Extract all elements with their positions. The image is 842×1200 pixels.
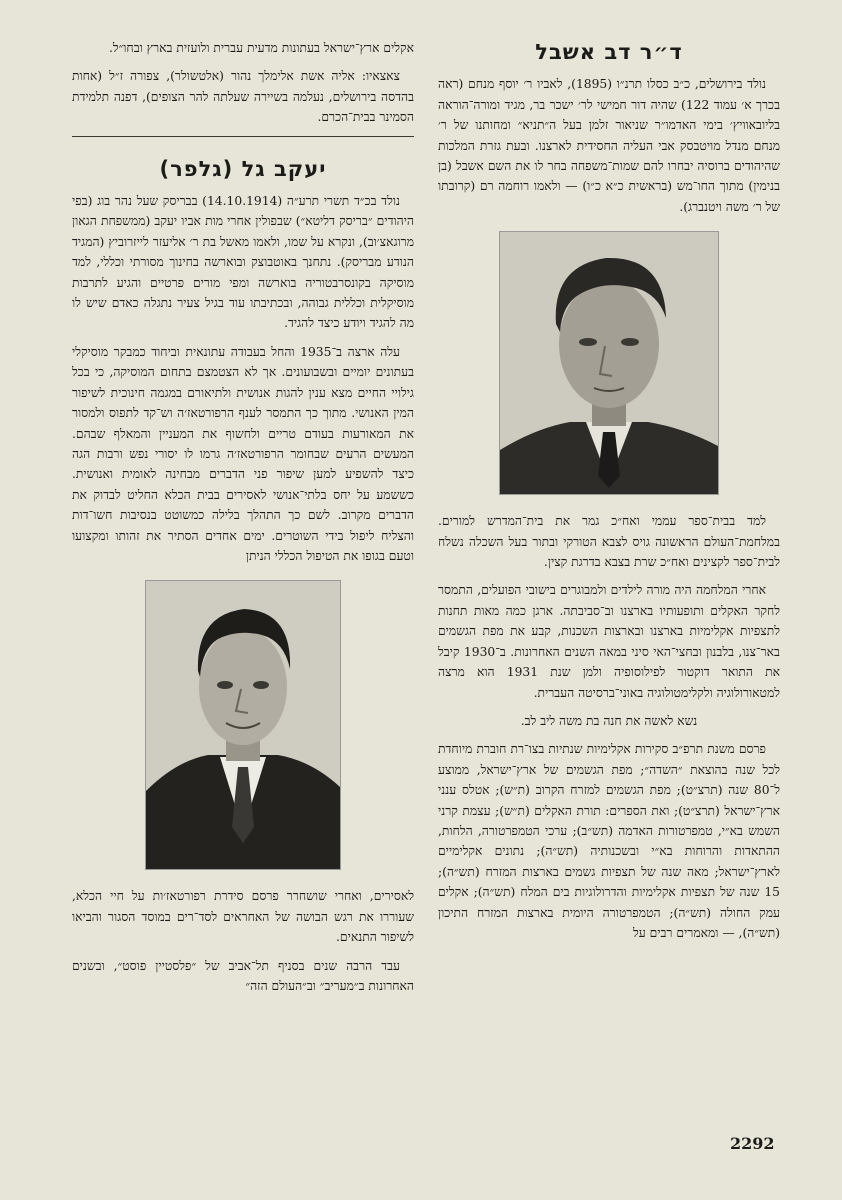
descendants-paragraph: צאצאיו: אליה אשת אלימלך נהור (אלטשולר), צפורה ז״ל (אחות בהדסה בירושלים, נעלמה בשיירה שעלתה להר הצופים), דפנה תלמידת הסמינר בבית־הכרם.	[72, 69, 414, 125]
right-column	[438, 38, 780, 951]
section-divider	[72, 136, 414, 137]
paragraph: עבד הרבה שנים בסניף תל־אביב של ״פלסטיין פוסט״, ובשנים האחרונות ב״מעריב״ וב״העולם הזה״	[72, 958, 414, 993]
entry-title-dov-ashbel: ד״ר דב אשבל	[535, 40, 683, 64]
paragraph: אקלים ארץ־ישראל בעתונות מדעית עברית ולועזית בארץ ובחו״ל.	[108, 41, 414, 55]
paragraph: לאסירים, ואחרי שושחרר פרסם סידרת רפורטאז׳ות על חיי הכלא, שעוררו את רגש הבושה של האחראים לסד־רים במוסד הסגור והביאו לשיפור התנאים.	[72, 889, 414, 945]
paragraph: נולד בכ״ד תשרי תרע״ה (14.10.1914) בבריסק שעל נהר בוג (בפי היהודים ״בריסק דליטא״) שבפולין אחרי מות אביו יעקב (ממשפחת הגאון מרוגאצ׳וב), ונקרא על שמו, ולאמו מאשל בת ר׳ אליעזר לייזרוביץ (המגיד הנודע מבריסק). נתחנך באוטבוצק ובוארשה בחינוך מסורתי וכללי, למד מוסיקה בקונסרבטוריה בוארשה ומפי מורים פרטיים והגיע לתרבות מוסיקלית וכללית גבוהה, ובכתיבתו עוד בגיל צעיר נתגלה כאדם שיש לו מה להגיד ויודע כיצד להגיד.	[72, 194, 414, 331]
entry-title-yaakov-gal: יעקב גל (גלפר)	[159, 156, 327, 181]
portrait-photo-yaakov-gal	[145, 580, 341, 870]
page-number: 2292	[730, 1134, 775, 1153]
paragraph: פרסם משנת תרפ״ב סקירות אקלימיות שנתיות בצו־רת חוברת מיוחדת לכל שנה בהוצאת ״השדה״; מפת הגשמים של ארץ־ישראל, ממוצע ל־80 שנה (תרצ״ט); מפת הגשמים למזרח הקרוב (ת״ש); אטלס ענני ארץ־ישראל (תרצ״ט); ואת הספרים: תורת האקלים (ת״ש); עצמת קרני השמש בא״י, טמפרטורות האדמה (תש״ב); ערכי הטמפרטורה, הלחות, ההתאדות והרוחות בא״י ובשכנותיה (תש״ה); נתונים אקלימיים לארץ־ישראל; מאה שנה של תצפיות גשמים בארצות המזרח (תש״ה); 15 שנה של תצפיות אקלימיות והדרולוגיות בים המלח (תש״ה); אקלים עמק החולה (תש״ה); הטמפרטורה היומית בארצות המזרח התיכון (תש״ה), — ומאמרים רבים על	[438, 742, 780, 940]
left-column	[72, 38, 414, 1004]
portrait-photo-dov-ashbel	[499, 231, 719, 495]
paragraph: נולד בירושלים, כ״ב כסלו תרנ״ו (1895), לאביו ר׳ יוסף מנחם (ראה בכרך א׳ עמוד 122) שהיה דור חמישי לר׳ ישכר בר, מגיד ומורה־הוראה בליובאוויץ׳ בימי האדמו״ר שניאור זלמן בעל ה״תניא״ ומחותנו של ר׳ מנחם מנדל מויטבסק אבי העליה החסידית לארצנו. ובעת גזרת המלכות שהיהודים ברוסיה יבחרו להם שמות־משפחה בחר לו את השם אשבל (בן בנימין) מתוך החו־מש (בראשית כ״א כ״ו) — ולאמו רוחמה רם (קרובתו של ר׳ משה ויטנברג).	[438, 77, 780, 214]
paragraph: נשא לאשה את חנה בת משה ליב לב.	[520, 713, 698, 728]
paragraph: למד בבית־ספר עממי ואח״כ גמר את בית־המדרש למורים. במלחמת־העולם הראשונה גויס לצבא הטורקי ובתור בעל השכלה נשלח לבית־ספר לקצינים ואח״כ שרת בצבא בדרגת קצין.	[438, 514, 780, 570]
paragraph: אחרי המלחמה היה מורה לילדים ולמבוגרים בישובי הפועלים, התמסר לחקר האקלים ותופעותיו בארצנו וב־סביבתה. ארגן כמה מאות תחנות לתצפיות אקלימיות בארצנו ובארצות השכנות, קבע את מפת הגשמים באר־צנו, בלבנון ובחצי־האי סיני במאה השנים האחרונות. ב־1930 קיבל את התואר דוקטור לפילוסופיה ולמן שנת 1931 הוא מרצה למטאורולוגיה ולקלימטולוגיה באוני־ברסיטה העברית.	[438, 583, 781, 700]
paragraph: עלה ארצה ב־1935 והחל בעבודה עתונאית וביחוד כמבקר מוסיקלי בעתונים יומיים ובשבועונים. אך לא הצטמצם בתחום המוסיקה, כי בכל גילויי החיים מצא ענין להגות אנושית ולתיאורם במגמה חינוכית לשיפור המין האנושי. מתוך כך התמסר לענף הרפורטאז׳ה וש־קד לתפוס ולמסור את המאורעות בעודם טריים ולחשוף את המעניין והמאלף שבהם. המעשים הרעים שבחומר הרפורטאז׳ה גרמו לו יסורי נפש ורבות הגה כיצד להשפיע למען שיפור פני הדברים מבחינה לאומית ואנושית. כששמע על יחס בלתי־אנושי לאסירים בבית הכלא החליט לבדוק את הדברים מקרוב. לשם כך התהלך בלילה כמשוטט בנסיבות חשו־דות והצליח ליפול בידי השוטרים. ימים אחדים הסתיר את זהותו ומקצועו וטעם בגופו את הטיפול הכללי הניתן	[72, 344, 414, 563]
